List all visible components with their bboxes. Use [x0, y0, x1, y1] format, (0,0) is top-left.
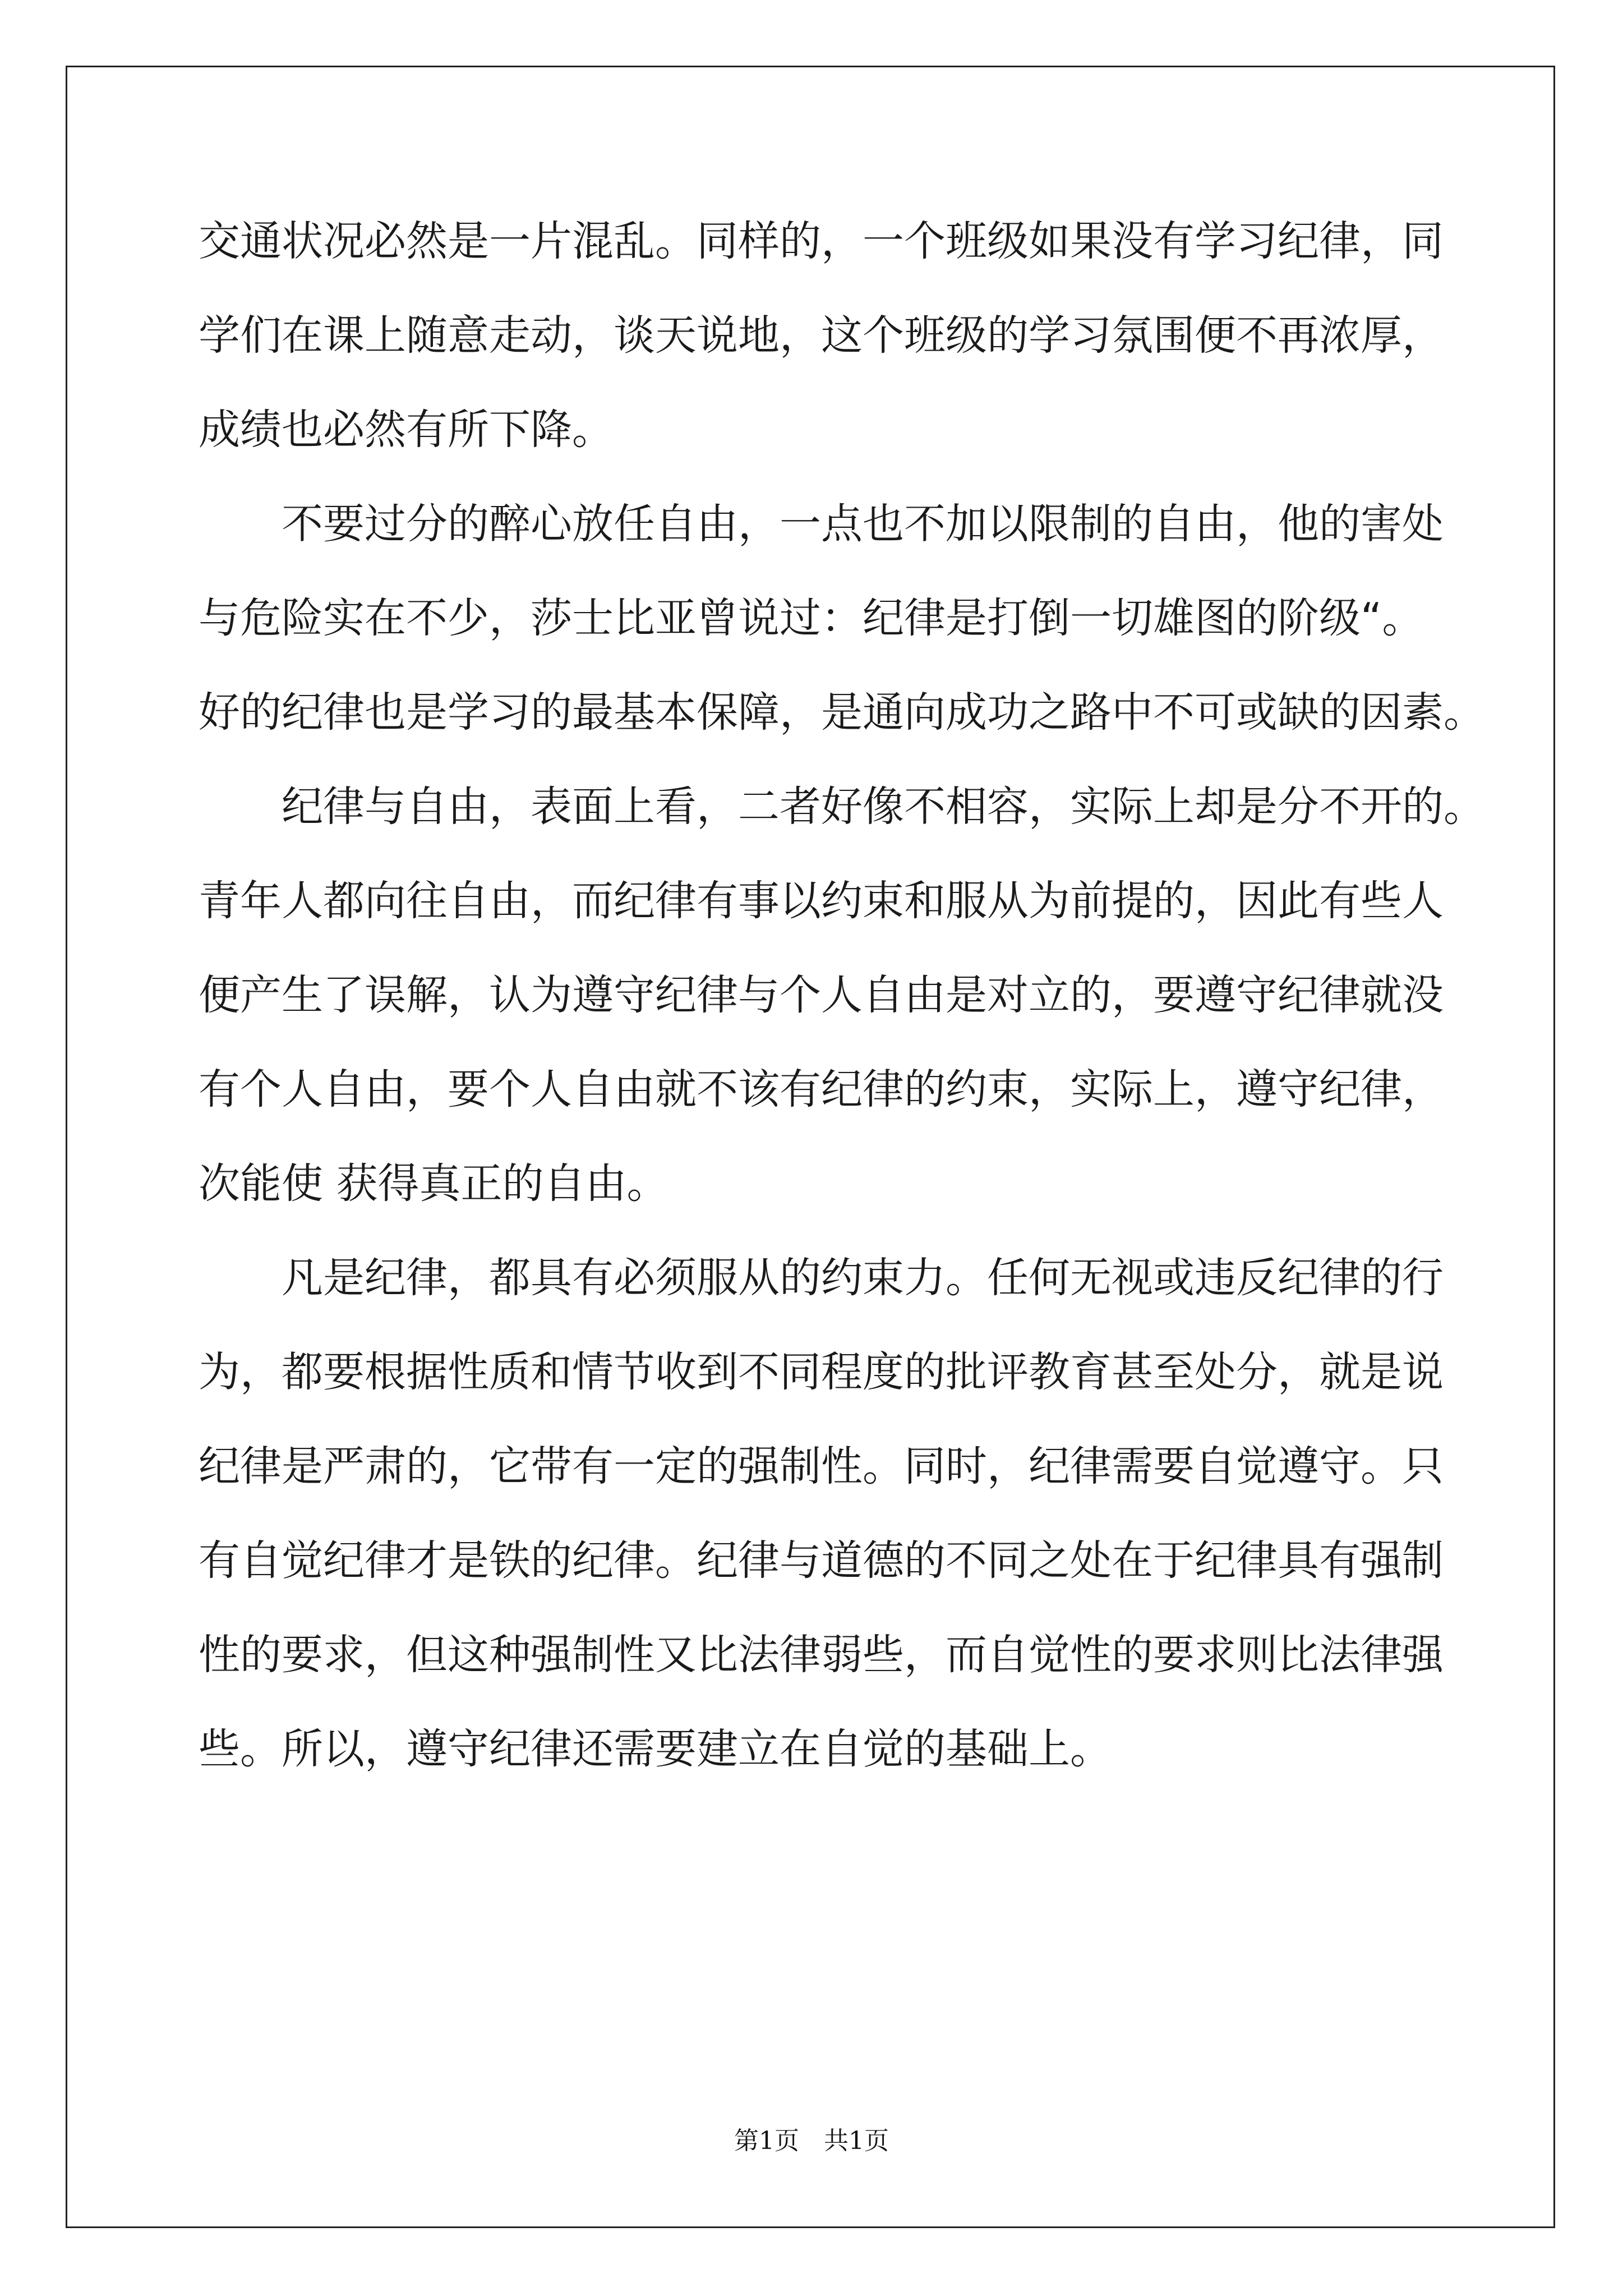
text-line: 便产生了误解，认为遵守纪律与个人自由是对立的，要遵守纪律就没 [199, 971, 1444, 1019]
text-line: 有自觉纪律才是铁的纪律。纪律与道德的不同之处在于纪律具有强制 [199, 1536, 1444, 1585]
text-line: 学们在课上随意走动，谈天说地，这个班级的学习氛围便不再浓厚， [199, 311, 1444, 360]
text-line: 性的要求，但这种强制性又比法律弱些，而自觉性的要求则比法律强 [199, 1631, 1444, 1679]
text-line: 有个人自由，要个人自由就不该有纪律的约束，实际上，遵守纪律， [199, 1065, 1444, 1114]
text-line: 好的纪律也是学习的最基本保障，是通向成功之路中不可或缺的因素。 [199, 688, 1485, 737]
text-line: 青年人都向往自由，而纪律有事以约束和服从为前提的，因此有些人 [199, 877, 1444, 925]
document-body [199, 213, 1485, 1815]
text-line: 些。所以，遵守纪律还需要建立在自觉的基础上。 [199, 1725, 1112, 1773]
page-number: 第1页 共1页 [734, 2127, 889, 2155]
text-line: 为，都要根据性质和情节收到不同程度的批评教育甚至处分，就是说 [199, 1348, 1444, 1396]
text-line: 不要过分的醉心放任自由，一点也不加以限制的自由，他的害处 [199, 500, 1444, 548]
text-line: 与危险实在不少，莎士比亚曾说过：纪律是打倒一切雄图的阶级“。 [199, 594, 1424, 642]
text-line: 次能使 获得真正的自由。 [199, 1159, 668, 1208]
page-footer [0, 2120, 1623, 2156]
text-line: 纪律是严肃的，它带有一定的强制性。同时，纪律需要自觉遵守。只 [199, 1442, 1444, 1490]
text-line: 凡是纪律，都具有必须服从的约束力。任何无视或违反纪律的行 [199, 1254, 1444, 1302]
text-line: 纪律与自由，表面上看，二者好像不相容，实际上却是分不开的。 [199, 783, 1485, 831]
text-line: 成绩也必然有所下降。 [199, 406, 614, 454]
text-line: 交通状况必然是一片混乱。同样的，一个班级如果没有学习纪律，同 [199, 217, 1444, 265]
